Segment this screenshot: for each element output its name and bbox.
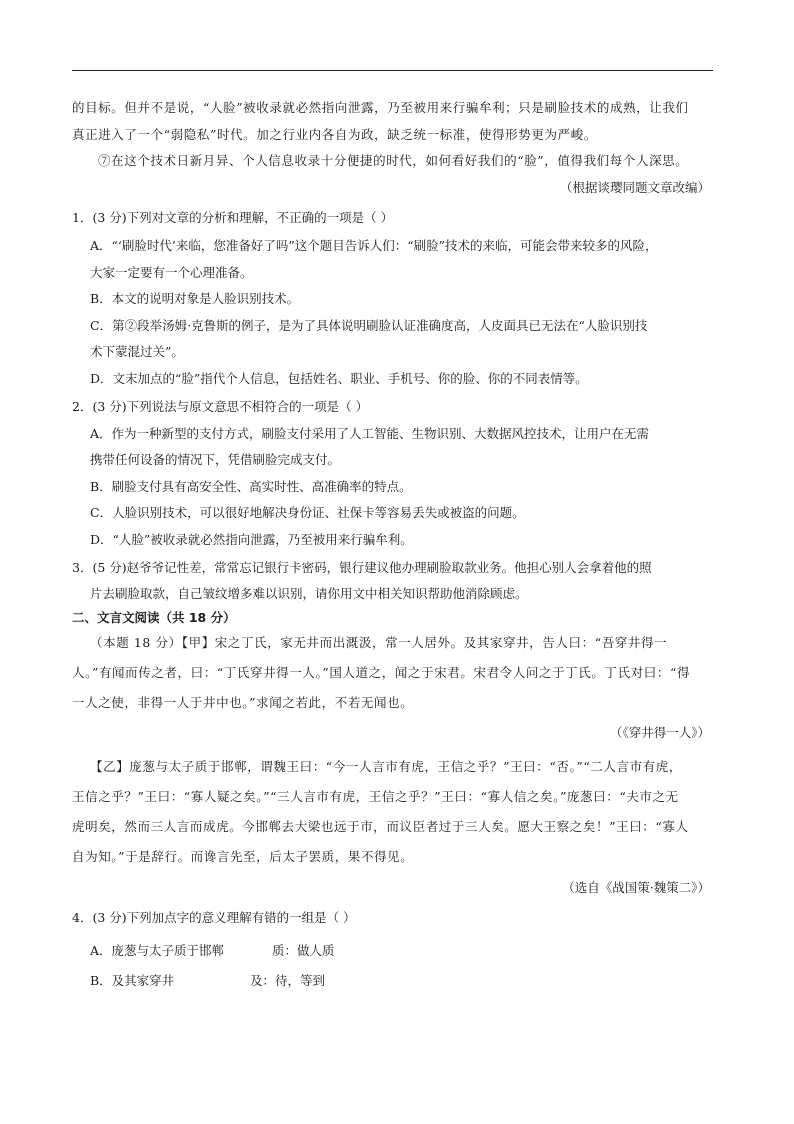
question-2-option-a-cont: 携带任何设备的情况下，凭借刷脸完成支付。 (90, 452, 341, 467)
question-2-option-c: C．人脸识别技术，可以很好地解决身份证、社保卡等容易丢失或被盗的问题。 (90, 505, 525, 520)
classical-text-yi-cont: 自为知。”于是辞行。而谗言先至，后太子罢质，果不得见。 (72, 849, 414, 864)
classical-text-jia-source: （《穿井得一人》） (609, 725, 710, 740)
question-1-option-c: C．第②段举汤姆·克鲁斯的例子，是为了具体说明刷脸认证准确度高，人皮面具已无法在“人脸识别技 (90, 318, 648, 333)
classical-text-yi-cont: 虎明矣，然而三人言而成虎。今邯郸去大梁也远于市，而议臣者过于三人矣。愿大王察之矣！”王曰：“寡人 (72, 819, 689, 834)
question-4-option-b: B．及其家穿井 (90, 973, 175, 988)
question-1-option-a-cont: 大家一定要有一个心理准备。 (90, 265, 253, 280)
classical-text-yi-source: （选自《战国策·魏策二》） (562, 880, 710, 895)
question-3-stem-cont: 片去刷脸取款，自己皱纹增多难以识别，请你用文中相关知识帮助他消除顾虑。 (90, 586, 528, 601)
question-4-option-a: A．庞葱与太子质于邯郸 (90, 943, 225, 958)
passage-line: 的目标。但并不是说，“人脸”被收录就必然指向泄露，乃至被用来行骗牟利；只是刷脸技术的成熟，让我们 (72, 100, 689, 115)
question-1-option-d: D．文末加点的“脸”指代个人信息，包括姓名、职业、手机号、你的脸、你的不同表情等。 (90, 371, 588, 386)
question-1-stem: 1．(3 分)下列对文章的分析和理解，不正确的一项是（ ） (72, 210, 394, 225)
question-4-option-a-meaning: 质：做人质 (272, 943, 335, 958)
question-2-stem: 2．(3 分)下列说法与原文意思不相符合的一项是（ ） (72, 399, 369, 414)
question-2-option-b: B．刷脸支付具有高安全性、高实时性、高准确率的特点。 (90, 479, 412, 494)
question-3-stem: 3．(5 分)赵爷爷记性差，常常忘记银行卡密码，银行建议他办理刷脸取款业务。他担心别人会拿着他的照 (72, 560, 652, 575)
question-2-option-a: A．作为一种新型的支付方式，刷脸支付采用了人工智能、生物识别、大数据风控技术，让用户在无需 (90, 426, 650, 441)
question-4-option-b-meaning: 及：待，等到 (250, 973, 326, 988)
classical-text-yi: 【乙】庞葱与太子质于邯郸，谓魏王曰：“今一人言市有虎，王信之乎？”王曰：“否。”“二人言市有虎， (90, 759, 683, 774)
classical-text-yi-cont: 王信之乎？”王曰：“寡人疑之矣。”“三人言市有虎，王信之乎？”王曰：“寡人信之矣。”庞葱曰：“夫市之无 (72, 789, 679, 804)
passage-paragraph-7: ⑦在这个技术日新月异、个人信息收录十分便捷的时代，如何看好我们的“脸”，值得我们每个人深思。 (98, 153, 689, 168)
classical-text-jia: （本题 18 分）【甲】宋之丁氏，家无井而出溉汲，常一人居外。及其家穿井，告人曰：“吾穿井得一 (90, 635, 668, 650)
classical-text-jia-cont: 一人之使，非得一人于井中也。”求闻之若此，不若无闻也。 (72, 695, 414, 710)
passage-line: 真正进入了一个“弱隐私”时代。加之行业内各自为政，缺乏统一标准，使得形势更为严峻。 (72, 127, 597, 142)
header-rule (72, 70, 713, 71)
question-1-option-b: B．本文的说明对象是人脸识别技术。 (90, 291, 300, 306)
question-4-stem: 4．(3 分)下列加点字的意义理解有错的一组是（ ） (72, 910, 356, 925)
classical-text-jia-cont: 人。”有闻而传之者，曰：“丁氏穿井得一人。”国人道之，闻之于宋君。宋君令人问之于丁氏。丁氏对曰：“得 (72, 665, 691, 680)
question-2-option-d: D．“人脸”被收录就必然指向泄露，乃至被用来行骗牟利。 (90, 532, 413, 547)
section-heading: 二、文言文阅读（共 18 分） (72, 610, 236, 625)
question-1-option-a: A．“‘刷脸时代’来临，您准备好了吗”这个题目告诉人们：“刷脸”技术的来临，可能会带来较多的风险， (90, 238, 658, 253)
passage-source: （根据谈璎同题文章改编） (559, 180, 710, 195)
question-1-option-c-cont: 术下蒙混过关”。 (90, 344, 184, 359)
